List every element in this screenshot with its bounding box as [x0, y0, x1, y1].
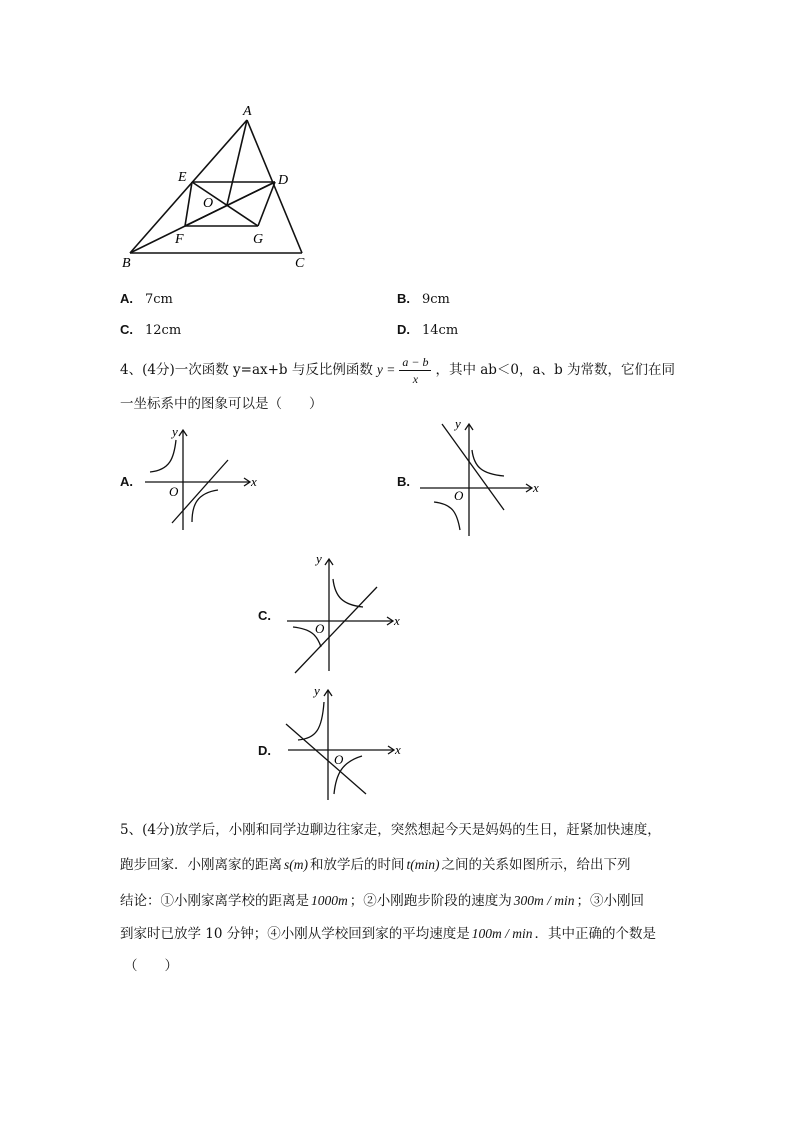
q5-average-speed: 100m / min: [471, 926, 533, 941]
y-label: y: [455, 416, 461, 431]
q4-suffix: ，其中 ab＜0，a、b 为常数，它们在同: [435, 362, 676, 378]
q3-option-d[interactable]: [397, 322, 458, 338]
triangle-figure: [115, 95, 320, 275]
label-b: B: [122, 256, 131, 271]
q5-text: ；③小刚回: [576, 893, 644, 909]
q5-s-var: s(m): [284, 857, 308, 872]
hyperbola-branch-2: [298, 702, 324, 740]
origin-label: O: [454, 488, 464, 503]
linear-function-line: [172, 460, 228, 523]
label-d: D: [278, 173, 289, 188]
q4-option-d-label[interactable]: D.: [258, 743, 271, 758]
q5-t-var: t(min): [406, 857, 440, 872]
q5-text: ．其中正确的个数是: [534, 926, 657, 942]
fraction-denominator: x: [412, 371, 419, 386]
q4-y-eq: y =: [376, 362, 396, 377]
q5-text: ；②小刚跑步阶段的速度为: [349, 893, 512, 909]
q5-text: 跑步回家．小刚离家的距离: [120, 857, 282, 873]
q3-option-c[interactable]: [120, 322, 181, 338]
segment-eg: [192, 182, 258, 226]
label-o: O: [203, 196, 214, 211]
q5-line4: [120, 924, 656, 944]
q5-text: 之间的关系如图所示，给出下列: [441, 857, 631, 873]
q5-text: 和放学后的时间: [310, 857, 405, 873]
origin-label: O: [169, 484, 179, 499]
x-label: x: [395, 742, 401, 757]
origin-label: O: [315, 621, 325, 636]
y-label: y: [316, 551, 322, 566]
q5-text: 结论：①小刚家离学校的距离是: [120, 893, 309, 909]
q4-option-d-graph[interactable]: [278, 682, 413, 804]
x-label: x: [533, 480, 539, 495]
x-label: x: [394, 613, 400, 628]
q4-prefix: 4、(4分)一次函数 y=ax+b 与反比例函数: [120, 362, 373, 378]
option-text: 14cm: [422, 323, 459, 338]
q4-option-c-graph[interactable]: [283, 547, 413, 677]
q4-stem-line2: 一坐标系中的图象可以是（ ）: [120, 396, 323, 412]
hyperbola-branch-4: [192, 490, 218, 522]
q5-line1: 5、(4分)放学后，小刚和同学边聊边往家走，突然想起今天是妈妈的生日，赶紧加快速度，: [120, 822, 661, 838]
segment-ao: [227, 120, 247, 205]
option-letter: D.: [397, 322, 410, 337]
q5-line3: [120, 891, 644, 911]
label-c: C: [295, 256, 305, 271]
label-f: F: [175, 232, 184, 247]
q5-speed: 300m / min: [513, 893, 575, 908]
q4-fraction: [399, 354, 431, 387]
option-text: 12cm: [145, 323, 182, 338]
q4-option-b-graph[interactable]: [412, 412, 552, 540]
option-letter: B.: [397, 291, 410, 306]
q4-option-a-label[interactable]: A.: [120, 474, 133, 489]
hyperbola-branch-3: [434, 502, 460, 530]
side-ab: [130, 120, 247, 253]
origin-label: O: [334, 752, 344, 767]
q5-answer-blank[interactable]: （ ）: [124, 958, 178, 974]
hyperbola-branch-1: [333, 579, 363, 607]
x-label: x: [251, 474, 257, 489]
option-text: 9cm: [422, 292, 450, 307]
q4-option-a-graph[interactable]: [140, 420, 270, 535]
label-e: E: [178, 170, 187, 185]
y-label: y: [172, 424, 178, 439]
q3-option-a[interactable]: [120, 291, 173, 307]
q5-line2: [120, 855, 631, 875]
label-a: A: [243, 104, 252, 119]
option-letter: C.: [120, 322, 133, 337]
q4-option-c-label[interactable]: C.: [258, 608, 271, 623]
hyperbola-branch-2: [150, 440, 176, 472]
linear-function-line: [442, 424, 504, 510]
option-text: 7cm: [145, 292, 173, 307]
label-g: G: [253, 232, 264, 247]
q5-distance: 1000m: [311, 893, 348, 908]
fraction-numerator: a − b: [399, 354, 431, 371]
q4-stem-line1: [120, 352, 675, 388]
q4-option-b-label[interactable]: B.: [397, 474, 410, 489]
q5-text: 到家时已放学 10 分钟；④小刚从学校回到家的平均速度是: [120, 926, 470, 942]
option-letter: A.: [120, 291, 133, 306]
q3-option-b[interactable]: [397, 291, 450, 307]
y-label: y: [314, 683, 320, 698]
